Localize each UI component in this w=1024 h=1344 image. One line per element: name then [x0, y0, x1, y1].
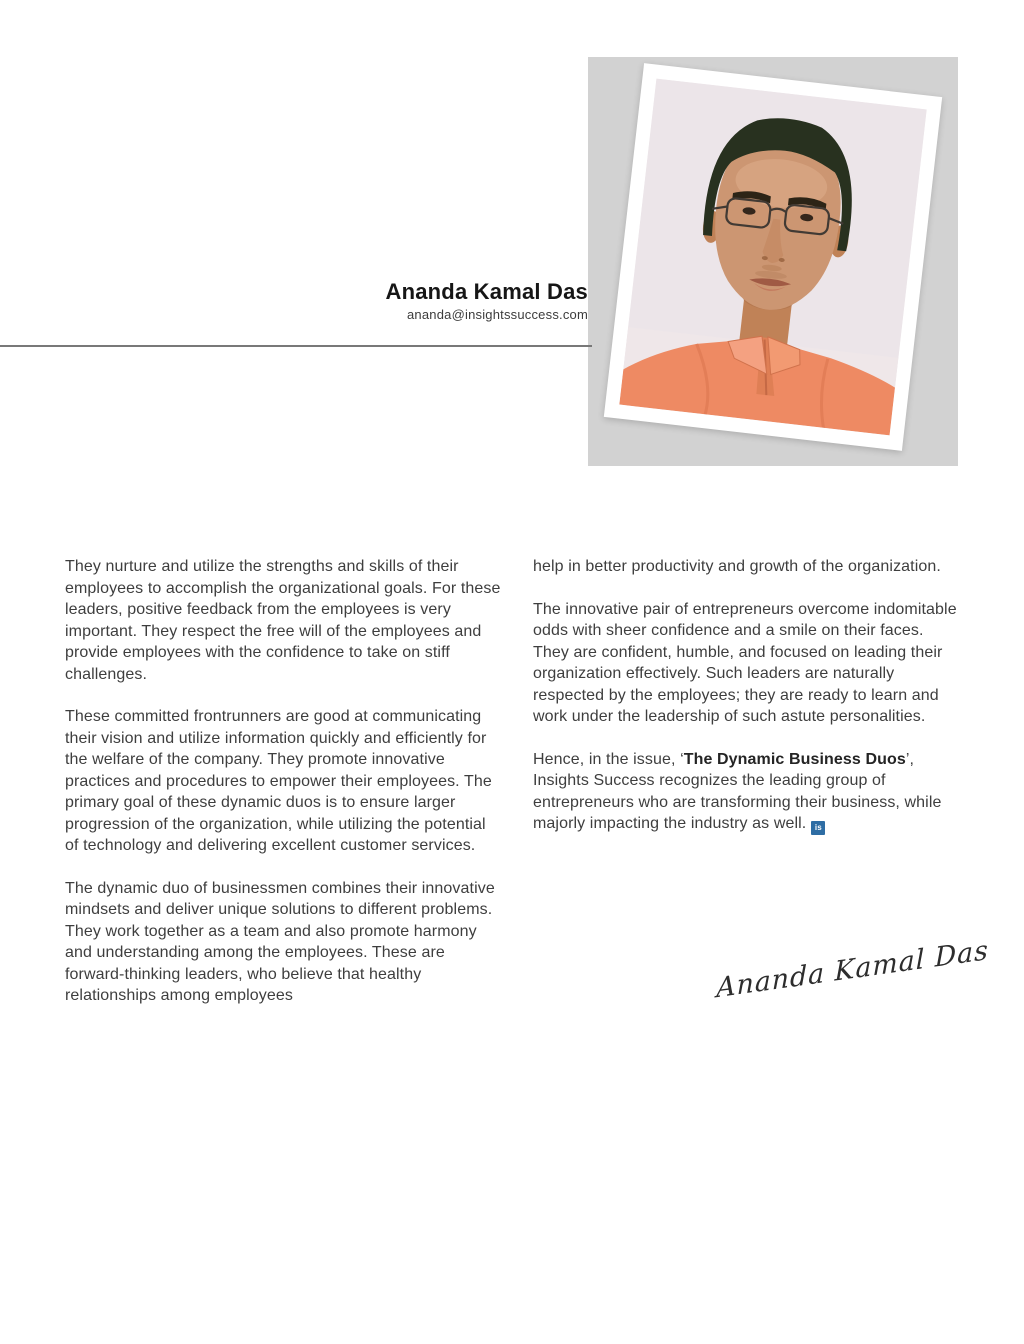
portrait-photo-image — [619, 79, 926, 436]
issue-title-bold: The Dynamic Business Duos — [683, 750, 906, 768]
insights-success-endmark-icon: is — [811, 821, 825, 835]
divider-rule — [0, 345, 592, 347]
article-column-right — [533, 556, 961, 835]
author-email: ananda@insightssuccess.com — [407, 307, 588, 323]
author-signature — [716, 905, 990, 1034]
portrait-photo — [604, 63, 942, 451]
signature-text: Ananda Kamal Das — [716, 934, 990, 1005]
author-name: Ananda Kamal Das — [385, 279, 588, 304]
byline — [386, 279, 589, 322]
article-column-left — [65, 556, 501, 1007]
paragraph: These committed frontrunners are good at communicating their vision and utilize information quickly and efficiently for the welfare of the company. They promote innovative practices and procedures to empower their employees. The primary goal of these dynamic duos is to ensure larger progression of the organization, while utilizing the potential of technology and delivering excellent customer services. — [65, 708, 492, 854]
closing-text-prefix: Hence, in the issue, ‘ — [533, 750, 684, 768]
paragraph: help in better productivity and growth of the organization. — [533, 558, 941, 575]
closing-text-suffix: ’, Insights Success recognizes the leading group of entrepreneurs who are transforming their business, while majorly impacting the industry as well. — [533, 750, 942, 832]
paragraph-closing — [533, 749, 961, 835]
paragraph: They nurture and utilize the strengths and skills of their employees to accomplish the organizational goals. For these leaders, positive feedback from the employees is very important. They respect the free will of the employees and provide employees with the confidence to take on stiff challenges. — [65, 558, 501, 683]
portrait-illustration — [619, 79, 926, 436]
paragraph: The innovative pair of entrepreneurs overcome indomitable odds with sheer confidence and a smile on their faces. They are confident, humble, and focused on leading their organization effectively. Such leaders are naturally respected by the employees; they are ready to learn and work under the leadership of such astute personalities. — [533, 600, 957, 725]
paragraph: The dynamic duo of businessmen combines their innovative mindsets and deliver unique solutions to different problems. They work together as a team and also promote harmony and understanding among the employees. These are forward-thinking leaders, who believe that healthy relationships among employees — [65, 879, 495, 1004]
